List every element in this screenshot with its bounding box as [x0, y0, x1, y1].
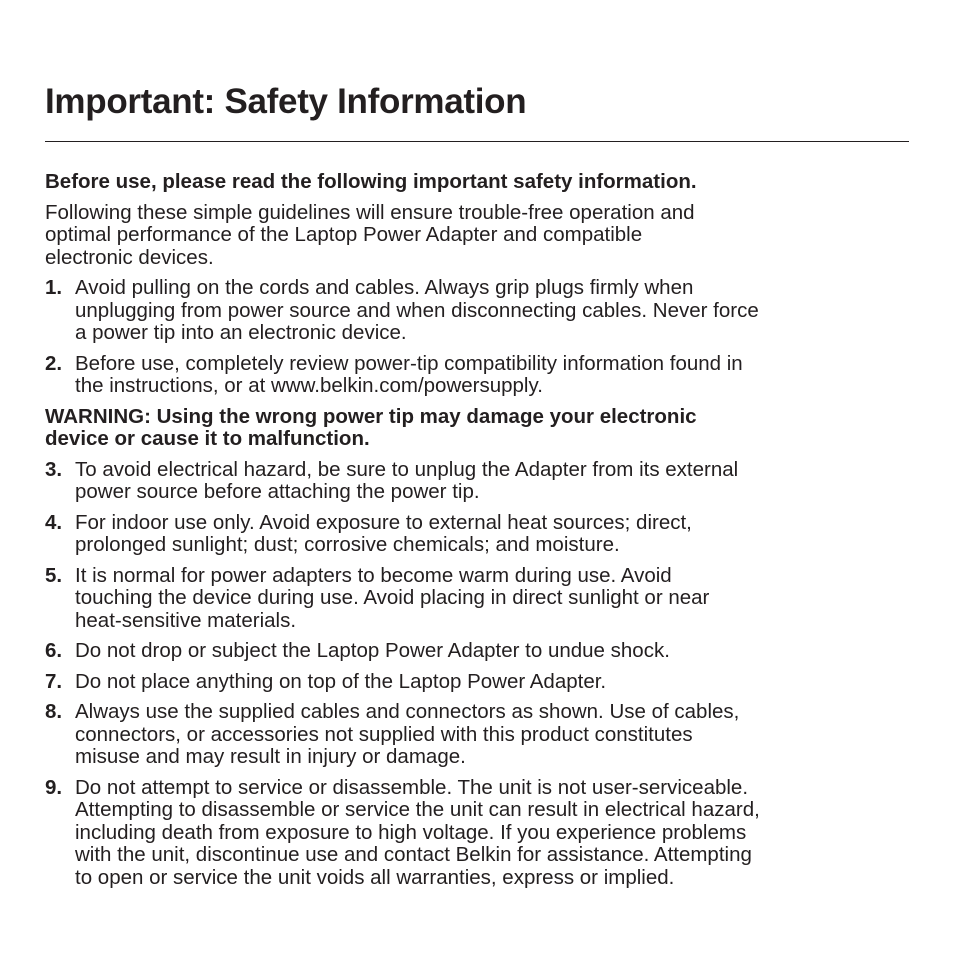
- list-item-number: 7.: [45, 669, 63, 693]
- text-line: connectors, or accessories not supplied with this product constitutes: [75, 722, 693, 746]
- text-line: electronic devices.: [45, 245, 214, 269]
- text-line: the instructions, or at www.belkin.com/powersupply.: [75, 374, 543, 397]
- text-line: including death from exposure to high voltage. If you experience problems: [75, 820, 747, 844]
- safety-content: [45, 171, 909, 897]
- text-line: a power tip into an electronic device.: [75, 321, 407, 344]
- text-line: optimal performance of the Laptop Power Adapter and compatible: [45, 223, 643, 246]
- list-item-number: 1.: [45, 276, 63, 299]
- title-divider: [45, 141, 909, 142]
- list-item-text: [75, 512, 909, 557]
- text-line: Before use, completely review power-tip compatibility information found in: [75, 351, 743, 375]
- list-item-number: 2.: [45, 351, 63, 375]
- list-item-text: [75, 640, 909, 663]
- list-item-text: [75, 565, 909, 633]
- text-line: prolonged sunlight; dust; corrosive chemicals; and moisture.: [75, 533, 620, 556]
- list-item-number: 5.: [45, 563, 63, 587]
- list-item-text: [75, 671, 909, 694]
- intro-bold-statement: Before use, please read the following important safety information.: [45, 170, 697, 193]
- list-item-number: 4.: [45, 510, 63, 534]
- text-line: touching the device during use. Avoid placing in direct sunlight or near: [75, 586, 710, 609]
- text-line: It is normal for power adapters to become warm during use. Avoid: [75, 563, 672, 587]
- list-item-number: 3.: [45, 457, 63, 481]
- list-item: [45, 640, 909, 663]
- text-line: To avoid electrical hazard, be sure to unplug the Adapter from its external: [75, 457, 739, 481]
- list-item: [45, 777, 909, 890]
- list-item-text: [75, 777, 909, 890]
- list-item: [45, 353, 909, 398]
- list-item: [45, 701, 909, 769]
- list-item: [45, 277, 909, 345]
- text-line: Do not place anything on top of the Laptop Power Adapter.: [75, 669, 607, 693]
- list-item-number: 6.: [45, 639, 63, 662]
- text-line: misuse and may result in injury or damage.: [75, 745, 466, 768]
- list-item: [45, 671, 909, 694]
- safety-list-b: [45, 459, 909, 890]
- text-line: to open or service the unit voids all warranties, express or implied.: [75, 865, 675, 889]
- text-line: Following these simple guidelines will ensure trouble-free operation and: [45, 200, 695, 224]
- text-line: Do not attempt to service or disassemble. The unit is not user-serviceable.: [75, 775, 749, 799]
- text-line: heat-sensitive materials.: [75, 608, 297, 632]
- list-item-number: 8.: [45, 700, 63, 723]
- intro-paragraph: [45, 202, 909, 270]
- text-line: Attempting to disassemble or service the unit can result in electrical hazard,: [75, 798, 760, 821]
- text-line: Always use the supplied cables and connectors as shown. Use of cables,: [75, 700, 740, 723]
- list-item: [45, 512, 909, 557]
- list-item: [45, 459, 909, 504]
- safety-list-a: [45, 277, 909, 398]
- text-line: power source before attaching the power tip.: [75, 480, 480, 503]
- list-item-text: [75, 353, 909, 398]
- text-line: Avoid pulling on the cords and cables. Always grip plugs firmly when: [75, 276, 694, 299]
- text-line: with the unit, discontinue use and contact Belkin for assistance. Attempting: [75, 843, 752, 866]
- text-line: Do not drop or subject the Laptop Power Adapter to undue shock.: [75, 639, 670, 662]
- warning-statement: [45, 406, 909, 451]
- text-line: unplugging from power source and when disconnecting cables. Never force: [75, 298, 759, 322]
- list-item-number: 9.: [45, 775, 63, 799]
- list-item-text: [75, 459, 909, 504]
- list-item-text: [75, 277, 909, 345]
- list-item: [45, 565, 909, 633]
- text-line: For indoor use only. Avoid exposure to external heat sources; direct,: [75, 510, 692, 534]
- page-title: Important: Safety Information: [45, 82, 527, 121]
- text-line: WARNING: Using the wrong power tip may damage your electronic: [45, 404, 697, 428]
- text-line: device or cause it to malfunction.: [45, 427, 370, 450]
- list-item-text: [75, 701, 909, 769]
